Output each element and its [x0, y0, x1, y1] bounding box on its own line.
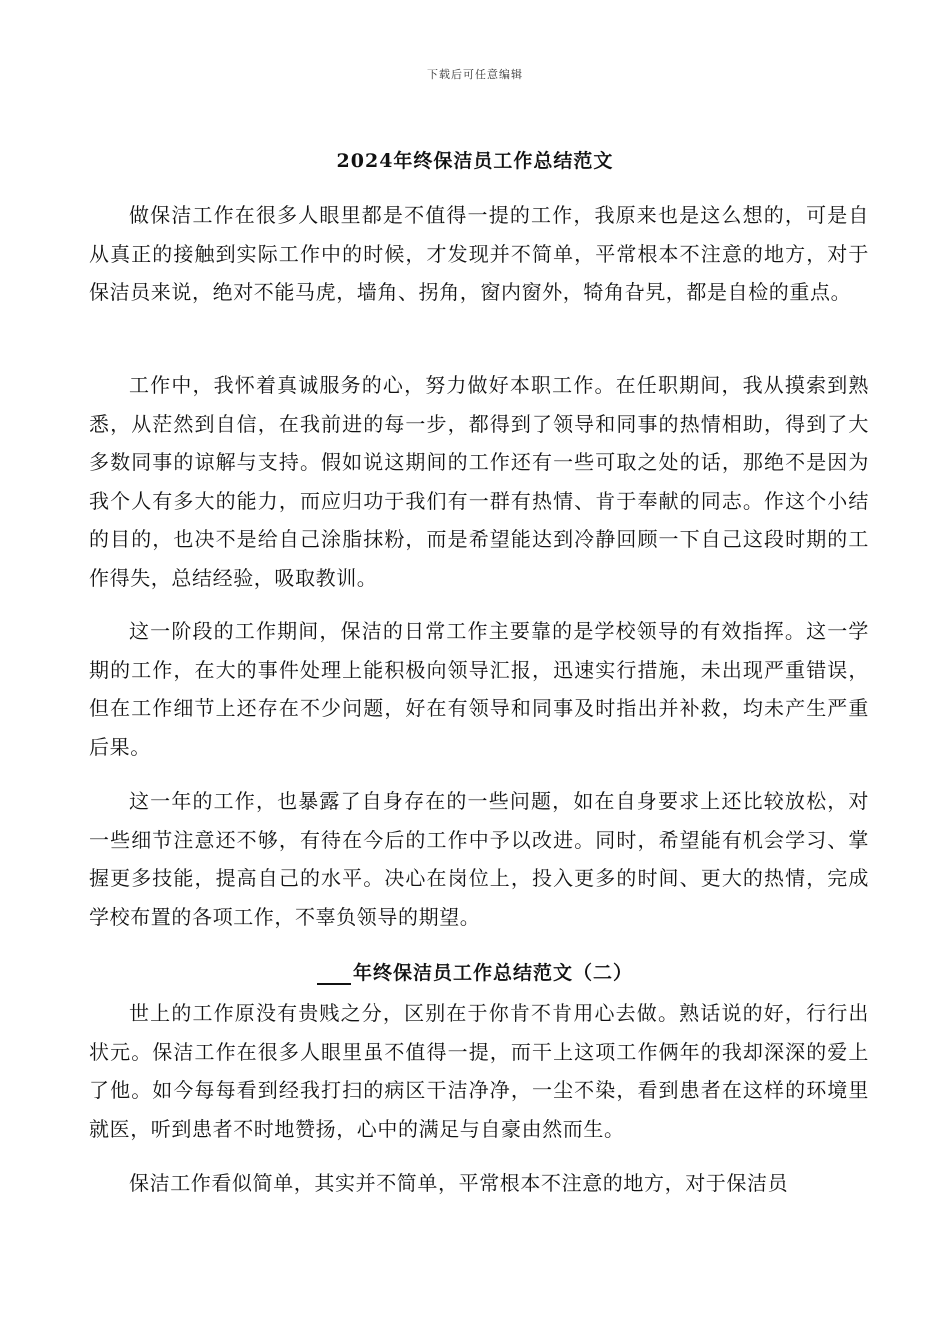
article-1-title: 2024年终保洁员工作总结范文 — [336, 150, 614, 172]
article-2-title-row — [0, 958, 950, 985]
article-1-paragraph-1: 做保洁工作在很多人眼里都是不值得一提的工作，我原来也是这么想的，可是自从真正的接触到实际工作中的时候，才发现并不简单，平常根本不注意的地方，对于保洁员来说，绝对不能马虎，墙角、拐角，窗内窗外，犄角旮旯，都是自检的重点。 — [89, 203, 869, 304]
title-blank-underline — [317, 963, 351, 985]
article-2-title: 年终保洁员工作总结范文（二） — [352, 962, 633, 984]
article-2-paragraph-2: 保洁工作看似简单，其实并不简单，平常根本不注意的地方，对于保洁员 — [129, 1171, 789, 1195]
article-1-paragraph-4: 这一年的工作，也暴露了自身存在的一些问题，如在自身要求上还比较放松，对一些细节注意还不够，有待在今后的工作中予以改进。同时，希望能有机会学习、掌握更多技能，提高自己的水平。决心在岗位上，投入更多的时间、更大的热情，完成 学校布置的各项工作，不辜负领导的期望。 — [89, 789, 869, 929]
article-1-paragraph-3: 这一阶段的工作期间，保洁的日常工作主要靠的是学校领导的有效指挥。这一学期的工作，在大的事件处理上能积极向领导汇报，迅速实行措施，未出现严重错误，但在工作细节上还存在不少问题，好在有领导和同事及时指出并补救，均未产生严重后果。 — [89, 619, 869, 759]
header-note: 下载后可任意编辑 — [427, 68, 523, 81]
article-1-paragraph-2: 工作中，我怀着真诚服务的心，努力做好本职工作。在任职期间，我从摸索到熟悉，从茫然到自信，在我前进的每一步，都得到了领导和同事的热情相助，得到了大多数同事的谅解与支持。假如说这期间的工作还有一些可取之处的话，那绝不是因为我个人有多大的能力，而应归功于我们有一群有热情、肯于奉献的同志。作这个小结的目的，也决不是给自己涂脂抹粉，而是希望能达到冷静回顾一下自己这段时期的工作得失，总结经验，吸取教训。 — [89, 373, 869, 590]
article-2-paragraph-1: 世上的工作原没有贵贱之分，区别在于你肯不肯用心去做。熟话说的好，行行出状元。保洁工作在很多人眼里虽不值得一提，而干上这项工作俩年的我却深深的爱上了他。如今每每看到经我打扫的病区干洁净净，一尘不染，看到患者在这样的环境里就医，听到患者不时地赞扬，心中的满足与自豪由然而生。 — [89, 1001, 869, 1141]
